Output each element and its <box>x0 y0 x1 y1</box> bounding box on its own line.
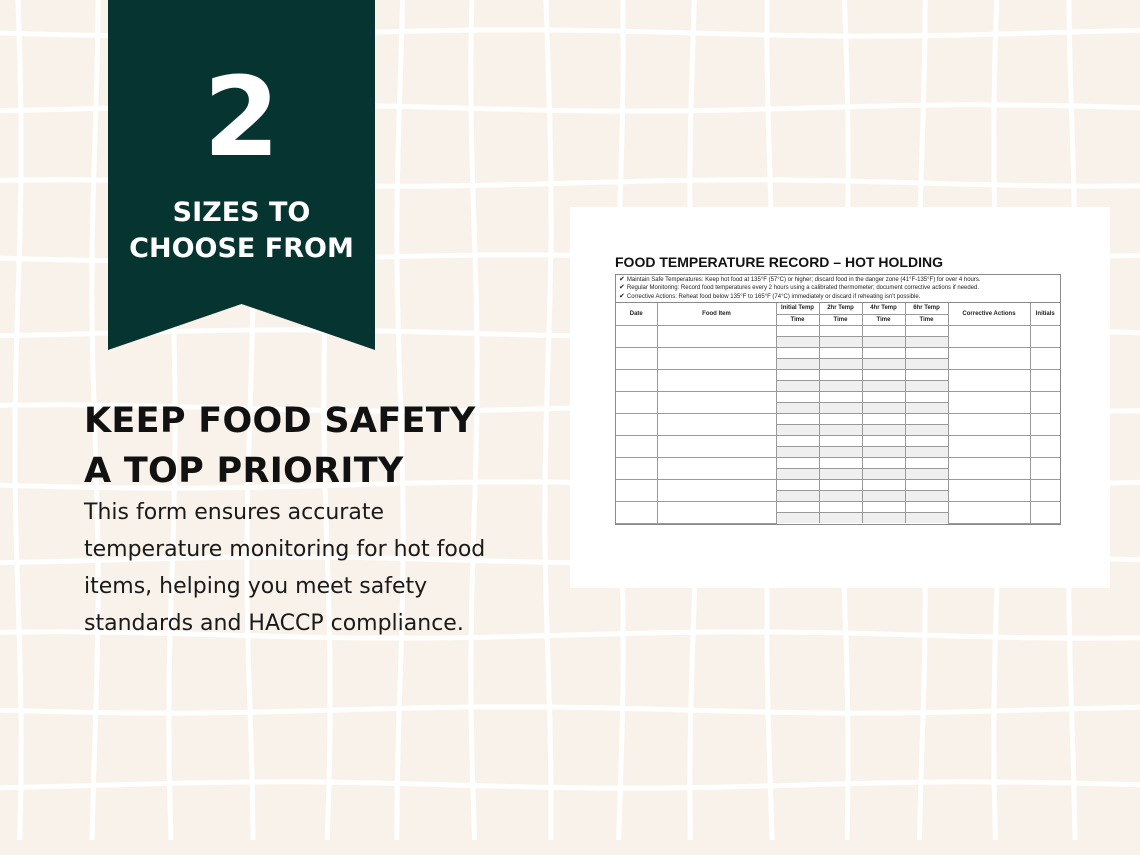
food-item-cell <box>657 479 776 501</box>
table-body <box>616 325 1060 523</box>
corrective-actions-cell <box>948 391 1030 413</box>
form-note-text: Corrective Actions: Reheat food below 135°F to 165°F (74°C) immediately or discard if reheating isn't possible. <box>626 293 921 300</box>
temp-cell <box>819 479 862 490</box>
column-header-4hr-temp: 4hr Temp <box>862 303 905 314</box>
description-line2: temperature monitoring for hot food <box>84 537 486 562</box>
food-item-cell <box>657 413 776 435</box>
sizes-count: 2 <box>203 53 280 181</box>
table-row <box>616 413 1060 424</box>
column-header-corrective-actions: Corrective Actions <box>948 303 1030 325</box>
temp-cell <box>905 391 948 402</box>
date-cell <box>616 501 657 523</box>
date-cell <box>616 435 657 457</box>
initials-cell <box>1030 501 1060 523</box>
initials-cell <box>1030 413 1060 435</box>
time-cell <box>776 468 819 479</box>
time-cell <box>905 490 948 501</box>
food-item-cell <box>657 457 776 479</box>
temp-cell <box>862 501 905 512</box>
column-header-2hr-temp: 2hr Temp <box>819 303 862 314</box>
date-cell <box>616 457 657 479</box>
food-item-cell <box>657 501 776 523</box>
temp-cell <box>819 457 862 468</box>
temp-cell <box>776 457 819 468</box>
table-row <box>616 391 1060 402</box>
table-row <box>616 435 1060 446</box>
check-mark-icon: ✔ <box>619 276 625 283</box>
food-item-cell <box>657 391 776 413</box>
date-cell <box>616 347 657 369</box>
time-cell <box>819 490 862 501</box>
initials-cell <box>1030 479 1060 501</box>
grid-line-vertical <box>15 0 21 840</box>
description-line3: items, helping you meet safety <box>84 574 428 599</box>
time-cell <box>862 380 905 391</box>
time-cell <box>862 512 905 523</box>
time-cell <box>905 468 948 479</box>
temp-cell <box>862 391 905 402</box>
corrective-actions-cell <box>948 413 1030 435</box>
corrective-actions-cell <box>948 457 1030 479</box>
form-box <box>615 274 1061 525</box>
corrective-actions-cell <box>948 479 1030 501</box>
form-title: FOOD TEMPERATURE RECORD – HOT HOLDING <box>615 254 943 270</box>
time-cell <box>905 512 948 523</box>
food-item-cell <box>657 325 776 347</box>
initials-cell <box>1030 435 1060 457</box>
column-subheader-time: Time <box>819 314 862 325</box>
date-cell <box>616 391 657 413</box>
table-row <box>616 479 1060 490</box>
food-item-cell <box>657 347 776 369</box>
date-cell <box>616 369 657 391</box>
temp-cell <box>862 325 905 336</box>
date-cell <box>616 325 657 347</box>
banner-text-line2: CHOOSE FROM <box>129 233 354 264</box>
temp-cell <box>905 435 948 446</box>
time-cell <box>862 424 905 435</box>
corrective-actions-cell <box>948 347 1030 369</box>
temp-cell <box>819 369 862 380</box>
form-note <box>619 276 1057 284</box>
temp-cell <box>819 325 862 336</box>
time-cell <box>862 490 905 501</box>
temp-cell <box>776 325 819 336</box>
time-cell <box>819 380 862 391</box>
form-note <box>619 284 1057 292</box>
date-cell <box>616 413 657 435</box>
corrective-actions-cell <box>948 435 1030 457</box>
initials-cell <box>1030 369 1060 391</box>
table-row <box>616 347 1060 358</box>
check-mark-icon: ✔ <box>619 292 625 300</box>
time-cell <box>819 446 862 457</box>
time-cell <box>776 490 819 501</box>
food-item-cell <box>657 435 776 457</box>
time-cell <box>819 402 862 413</box>
form-note-text: Regular Monitoring: Record food temperatures every 2 hours using a calibrated thermometer; document corrective actions if needed. <box>626 285 980 292</box>
time-cell <box>776 336 819 347</box>
temp-cell <box>862 457 905 468</box>
temp-cell <box>862 369 905 380</box>
temp-cell <box>905 457 948 468</box>
time-cell <box>905 358 948 369</box>
temp-cell <box>905 479 948 490</box>
table-row <box>616 457 1060 468</box>
temp-cell <box>776 479 819 490</box>
time-cell <box>776 446 819 457</box>
temp-cell <box>862 413 905 424</box>
description <box>84 494 554 642</box>
temp-cell <box>776 391 819 402</box>
description-line1: This form ensures accurate <box>84 500 384 525</box>
grid-line-vertical <box>545 0 551 840</box>
temp-cell <box>819 413 862 424</box>
headline-line2: A TOP PRIORITY <box>84 451 404 491</box>
food-item-cell <box>657 369 776 391</box>
form-note-text: Maintain Safe Temperatures: Keep hot food at 135°F (57°C) or higher; discard food in the danger zone (41°F-135°F) for over 4 hours. <box>626 277 981 283</box>
time-cell <box>862 402 905 413</box>
date-cell <box>616 479 657 501</box>
temp-cell <box>819 501 862 512</box>
corrective-actions-cell <box>948 369 1030 391</box>
column-subheader-time: Time <box>862 314 905 325</box>
temp-cell <box>776 347 819 358</box>
time-cell <box>776 358 819 369</box>
temp-cell <box>776 501 819 512</box>
temp-cell <box>819 435 862 446</box>
time-cell <box>862 336 905 347</box>
temp-cell <box>862 479 905 490</box>
time-cell <box>819 512 862 523</box>
time-cell <box>905 380 948 391</box>
column-subheader-time: Time <box>776 314 819 325</box>
time-cell <box>862 358 905 369</box>
temp-cell <box>776 369 819 380</box>
column-header-food-item: Food Item <box>657 303 776 325</box>
time-cell <box>819 424 862 435</box>
column-header-date: Date <box>616 303 657 325</box>
time-cell <box>905 424 948 435</box>
table-row <box>616 369 1060 380</box>
column-header-initial-temp: Initial Temp <box>776 303 819 314</box>
temp-cell <box>862 435 905 446</box>
time-cell <box>862 446 905 457</box>
temp-cell <box>776 435 819 446</box>
time-cell <box>905 336 948 347</box>
temp-cell <box>905 501 948 512</box>
temp-cell <box>905 325 948 336</box>
temp-cell <box>819 347 862 358</box>
temp-cell <box>905 347 948 358</box>
initials-cell <box>1030 391 1060 413</box>
ribbon-banner <box>108 0 375 350</box>
column-header-initials: Initials <box>1030 303 1060 325</box>
time-cell <box>905 446 948 457</box>
headline-line1: KEEP FOOD SAFETY <box>84 401 476 441</box>
initials-cell <box>1030 347 1060 369</box>
temp-cell <box>905 413 948 424</box>
column-header-6hr-temp: 6hr Temp <box>905 303 948 314</box>
corrective-actions-cell <box>948 325 1030 347</box>
time-cell <box>776 512 819 523</box>
time-cell <box>862 468 905 479</box>
time-cell <box>776 402 819 413</box>
table-row <box>616 325 1060 336</box>
corrective-actions-cell <box>948 501 1030 523</box>
form-notes <box>616 275 1060 303</box>
temp-cell <box>819 391 862 402</box>
description-line4: standards and HACCP compliance. <box>84 611 464 636</box>
form-preview-card <box>570 207 1110 588</box>
time-cell <box>819 468 862 479</box>
time-cell <box>776 380 819 391</box>
form-note <box>619 293 1057 301</box>
table-row <box>616 501 1060 512</box>
time-cell <box>905 402 948 413</box>
column-subheader-time: Time <box>905 314 948 325</box>
temp-cell <box>776 413 819 424</box>
time-cell <box>819 336 862 347</box>
temperature-record-table <box>616 303 1060 524</box>
temp-cell <box>905 369 948 380</box>
time-cell <box>776 424 819 435</box>
time-cell <box>819 358 862 369</box>
temp-cell <box>862 347 905 358</box>
check-mark-icon: ✔ <box>619 284 625 292</box>
initials-cell <box>1030 457 1060 479</box>
initials-cell <box>1030 325 1060 347</box>
banner-text-line1: SIZES TO <box>172 197 311 228</box>
